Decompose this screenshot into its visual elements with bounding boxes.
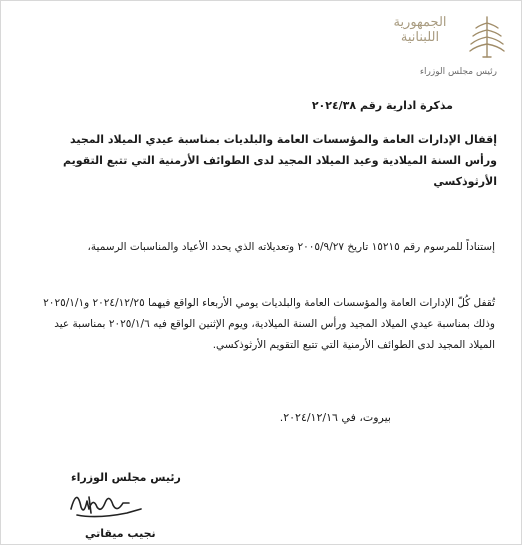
letterhead	[377, 9, 507, 81]
crest-line-2: اللبنانية	[400, 30, 440, 45]
subject-line-2: ورأس السنة الميلادية وعيد الميلاد المجيد لدى الطوائف الأرمنية التي تتبع التقويم الأرثوذكسي	[62, 154, 497, 188]
office-name: رئيس مجلس الوزراء	[419, 67, 497, 77]
signatory-name: نجيب ميقاتي	[85, 527, 156, 540]
date-line: بيروت، في ٢٠٢٤/١٢/١٦.	[279, 411, 391, 424]
republic-wordmark	[377, 15, 463, 45]
handwritten-signature	[67, 479, 147, 523]
memo-subject	[17, 129, 497, 192]
signatory-title: رئيس مجلس الوزراء	[71, 471, 181, 484]
crest-line-1: الجمهورية	[393, 15, 447, 30]
subject-line-1: إقفال الإدارات العامة والمؤسسات العامة والبلديات بمناسبة عيدي الميلاد المجيد	[70, 133, 497, 146]
paragraph-legal-basis: إستناداً للمرسوم رقم ١٥٢١٥ تاريخ ٢٠٠٥/٩/٢٧ وتعديلاته الذي يحدد الأعياد والمناسبات الرسمية،	[87, 241, 495, 253]
paragraph-closure: تُقفل كُلّ الإدارات العامة والمؤسسات العامة والبلديات يومي الأربعاء الواقع فيهما ٢٠٢٤/١٢/٢٥ و٢٠٢٥/١/١ وذلك بمناسبة عيدي الميلاد المجيد ورأس السنة الميلادية، ويوم الإثنين الواقع فيه ٢٠٢٥/١/٦ بمناسبة عيد الميلاد المجيد لدى الطوائف الأرمنية التي تتبع التقويم الأرثوذكسي.	[43, 297, 495, 351]
memo-number: مذكرة ادارية رقم ٢٠٢٤/٣٨	[311, 99, 453, 112]
cedar-logo-icon	[467, 13, 507, 61]
